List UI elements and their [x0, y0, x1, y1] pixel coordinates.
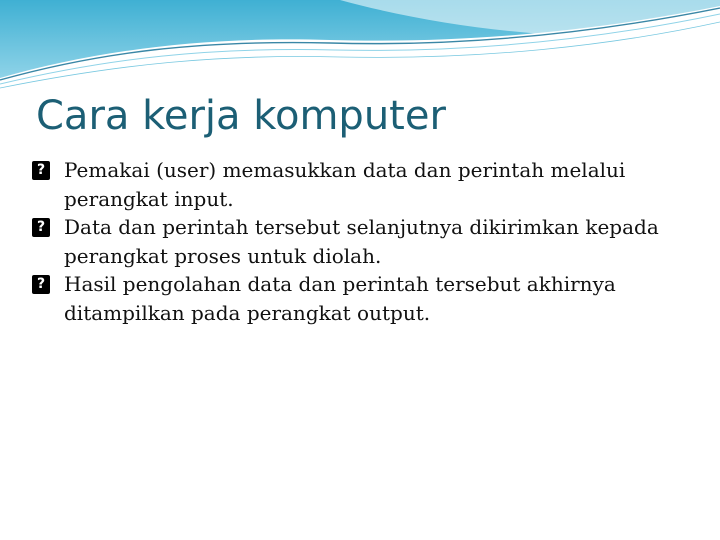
missing-glyph-bullet-icon: ?: [32, 161, 50, 180]
bullet-text: Pemakai (user) memasukkan data dan perintah melalui perangkat input.: [64, 158, 626, 211]
slide-title: Cara kerja komputer: [36, 93, 446, 139]
bullet-item: [32, 270, 692, 327]
bullet-item: [32, 213, 692, 270]
header-wave-decoration: [0, 0, 720, 90]
bullet-item: [32, 156, 692, 213]
bullet-list: [32, 156, 692, 327]
missing-glyph-bullet-icon: ?: [32, 218, 50, 237]
bullet-text: Hasil pengolahan data dan perintah tersebut akhirnya ditampilkan pada perangkat output.: [64, 272, 616, 325]
bullet-text: Data dan perintah tersebut selanjutnya dikirimkan kepada perangkat proses untuk diolah.: [64, 215, 659, 268]
missing-glyph-bullet-icon: ?: [32, 275, 50, 294]
